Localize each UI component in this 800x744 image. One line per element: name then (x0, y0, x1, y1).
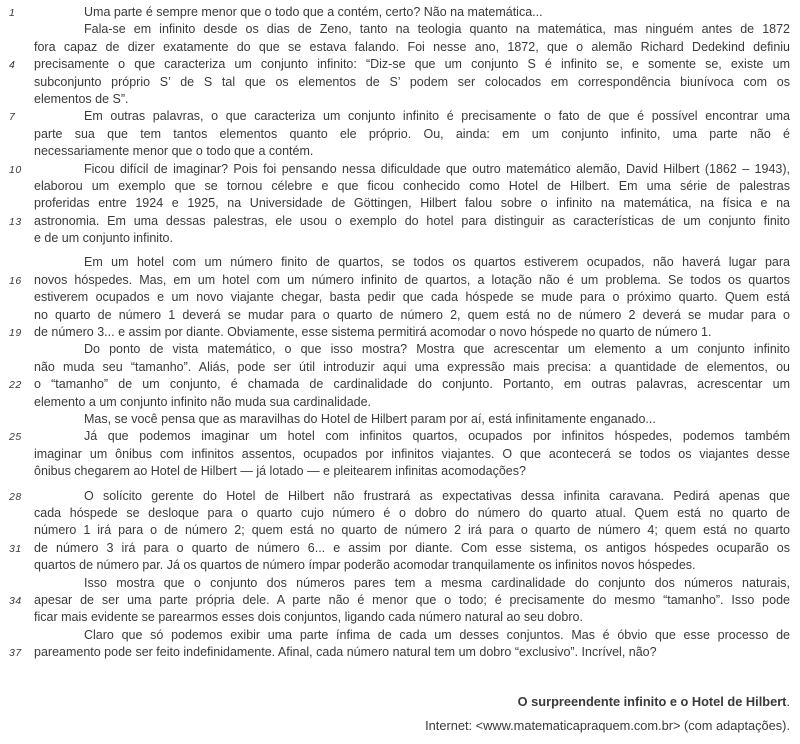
line-text: O solícito gerente do Hotel de Hilbert não frustrará as expectativas dessa infinita caravana. Pedirá apenas que (84, 488, 790, 503)
line-text: ônibus chegarem ao Hotel de Hilbert — já lotado — e pleitearem infinitas acomodações? (34, 464, 526, 479)
line-text: precisamente o que caracteriza um conjunto infinito: “Diz-se que um conjunto S é infinito se, e somente se, existe um (34, 57, 790, 72)
text-line (0, 126, 800, 143)
line-text: imaginar um ônibus com infinitos assentos, ocupados por infinitos viajantes. O que acontecerá se todos os viajantes desse (34, 446, 790, 461)
line-text: novos hóspedes. Mas, em um hotel com um número infinito de quartos, a lotação não é um problema. Se todos os quartos (34, 272, 790, 287)
text-line (0, 627, 800, 644)
text-line (0, 307, 800, 324)
text-line (0, 428, 800, 445)
text-line (0, 91, 800, 108)
line-text: elementos de S”. (34, 91, 129, 106)
line-number: 10 (9, 163, 22, 176)
text-line (0, 213, 800, 230)
text-line (0, 341, 800, 358)
line-number: 34 (9, 594, 22, 607)
line-number: 25 (9, 431, 22, 444)
line-number: 28 (9, 490, 22, 503)
line-number: 16 (9, 274, 22, 287)
line-text: Fala-se em infinito desde os dias de Zeno, tanto na teologia quanto na matemática, mas ninguém antes de 1872 (84, 22, 790, 37)
text-line (0, 178, 800, 195)
text-line (0, 39, 800, 56)
line-number: 37 (9, 647, 22, 660)
text-line (0, 143, 800, 160)
line-text: o “tamanho” de um conjunto, é chamada de cardinalidade do conjunto. Portanto, em outras palavras, acrescentar um (34, 377, 790, 392)
text-line (0, 394, 800, 411)
line-text: ficar mais evidente se parearmos esses dois conjuntos, ligando cada número natural ao seu dobro. (34, 610, 583, 625)
text-line (0, 161, 800, 178)
text-line (0, 505, 800, 522)
line-text: astronomia. Em uma dessas palestras, ele usou o exemplo do hotel para distinguir as características de um conjunto finito (34, 213, 790, 228)
line-text: Ficou difícil de imaginar? Pois foi pensando nessa dificuldade que outro matemático alemão, David Hilbert (1862 – 1943), (84, 161, 790, 176)
credit-title-bold: O surpreendente infinito e o Hotel de Hilbert (517, 694, 787, 710)
credit-source: Internet: <www.matematicapraquem.com.br> (com adaptações). (425, 718, 790, 734)
credit-block (0, 693, 800, 734)
text-line (0, 289, 800, 306)
line-text: no quarto de número 1 deverá se mudar para o quarto de número 2, quem está no de número 2 deverá se mudar para o (34, 307, 790, 322)
line-text: de número 3 irá para o quarto de número 6... e assim por diante. Com esse sistema, os antigos hóspedes ocuparão os (34, 540, 790, 555)
text-line (0, 575, 800, 592)
line-text: Uma parte é sempre menor que o todo que a contém, certo? Não na matemática... (84, 5, 543, 19)
text-line (0, 540, 800, 557)
line-number: 4 (9, 59, 16, 72)
text-body (0, 4, 800, 661)
line-number: 13 (9, 215, 22, 228)
line-text: elaborou um exemplo que se tornou célebre e que ficou conhecido como Hotel de Hilbert. Em uma série de palestras (34, 178, 790, 193)
line-number: 22 (9, 379, 22, 392)
line-text: pareamento pode ser feito indefinidamente. Afinal, cada número natural tem um dobro “exclusivo”. Incrível, não? (34, 645, 657, 660)
line-text: Claro que só podemos exibir uma parte ínfima de cada um desses conjuntos. Mas é óbvio que esse processo de (84, 627, 790, 642)
line-text: necessariamente menor que o todo que a contém. (34, 144, 314, 159)
line-text: elemento a um conjunto infinito não muda sua cardinalidade. (34, 394, 372, 409)
text-line (0, 230, 800, 247)
line-text: parte sua que tem tantos elementos quanto ele próprio. Ou, ainda: em um conjunto infinito, uma parte não é (34, 126, 790, 141)
line-text: subconjunto próprio S’ de S tal que os elementos de S’ podem ser colocados em correspondência biunívoca com os (34, 74, 790, 89)
line-text: fora capaz de dizer exatamente do que se estava falando. Foi nesse ano, 1872, que o alemão Richard Dedekind definiu (34, 39, 790, 54)
text-line (0, 56, 800, 73)
text-line (0, 609, 800, 626)
text-line (0, 411, 800, 428)
line-number: 31 (9, 542, 22, 555)
text-line (0, 644, 800, 661)
text-line (0, 446, 800, 463)
text-line (0, 592, 800, 609)
text-line (0, 74, 800, 91)
line-text: proferidas entre 1924 e 1925, na Universidade de Göttingen, Hilbert falou sobre o infinito na matemática, na física e na (34, 196, 790, 211)
text-line (0, 272, 800, 289)
credit-title (0, 693, 790, 710)
line-number: 1 (9, 7, 16, 19)
line-text: cada hóspede se desloque para o quarto cujo número é o dobro do número do quarto atual. Quem está no quarto de (34, 505, 790, 520)
line-text: Em um hotel com um número finito de quartos, se todos os quartos estiverem ocupados, não haverá lugar para (84, 255, 790, 270)
text-line (0, 557, 800, 574)
text-line (0, 376, 800, 393)
line-text: não muda seu “tamanho”. Aliás, pode ser útil introduzir aqui uma expressão mais precisa: a quantidade de elementos, ou (34, 359, 790, 374)
credit-title-period: . (786, 694, 790, 710)
text-line (0, 324, 800, 341)
text-line (0, 195, 800, 212)
text-line (0, 522, 800, 539)
line-text: Em outras palavras, o que caracteriza um conjunto infinito é precisamente o fato de que é possível encontrar uma (84, 109, 790, 124)
line-text: Isso mostra que o conjunto dos números pares tem a mesma cardinalidade do conjunto dos números naturais, (84, 575, 790, 590)
text-line (0, 254, 800, 271)
line-text: apesar de ser uma parte própria dele. A parte não é menor que o todo; é precisamente do mesmo “tamanho”. Isso pode (34, 592, 790, 607)
line-text: e de um conjunto infinito. (34, 231, 173, 246)
text-line (0, 4, 800, 21)
line-text: Do ponto de vista matemático, o que isso mostra? Mostra que acrescentar um elemento a um conjunto infinito (84, 342, 790, 357)
text-line (0, 488, 800, 505)
line-text: de número 3... e assim por diante. Obviamente, esse sistema permitirá acomodar o novo hóspede no quarto de número 1. (34, 325, 712, 340)
line-text: quartos de número par. Já os quartos de número ímpar poderão acomodar tranquilamente os infinitos novos hóspedes. (34, 558, 696, 573)
line-text: número 1 irá para o de número 2; quem está no quarto de número 2 irá para o quarto de número 4; quem está no quarto (34, 523, 790, 538)
line-text: Já que podemos imaginar um hotel com infinitos quartos, ocupados por infinitos hóspedes, podemos também (84, 429, 790, 444)
text-line (0, 463, 800, 480)
line-text: Mas, se você pensa que as maravilhas do Hotel de Hilbert param por aí, está infinitamente enganado... (84, 411, 656, 426)
text-line (0, 359, 800, 376)
line-number: 19 (9, 327, 22, 340)
text-line (0, 108, 800, 125)
line-number: 7 (9, 111, 16, 124)
line-text: estiverem ocupados e um novo viajante chegar, basta pedir que cada hóspede se mude para o próximo quarto. Quem está (34, 290, 790, 305)
text-line (0, 21, 800, 38)
